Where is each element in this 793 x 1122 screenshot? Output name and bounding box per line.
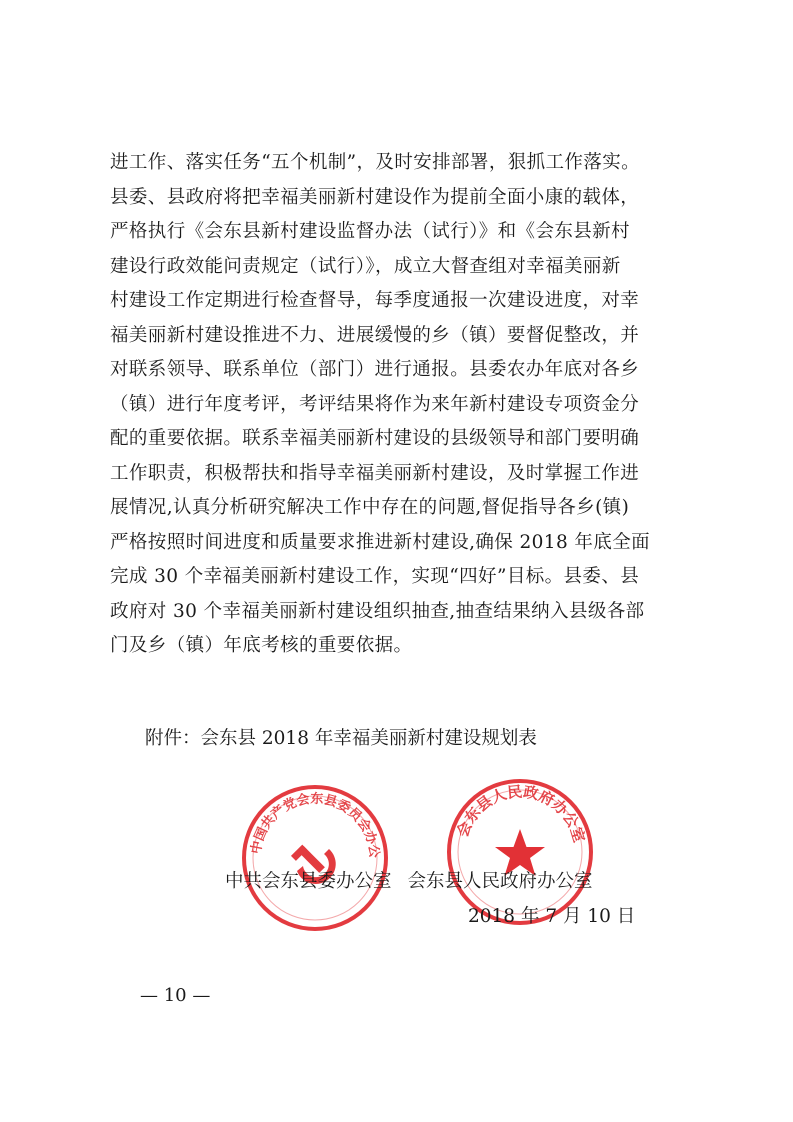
body-line: 工作职责，积极帮扶和指导幸福美丽新村建设，及时掌握工作进 xyxy=(110,462,640,484)
party-committee-seal xyxy=(240,783,390,933)
issue-date: 2018 年 7 月 10 日 xyxy=(468,906,636,927)
body-line: 福美丽新村建设推进不力、进展缓慢的乡（镇）要督促整改，并 xyxy=(110,324,640,346)
government-office-name: 会东县人民政府办公室 xyxy=(407,871,593,892)
body-line: 配的重要依据。联系幸福美丽新村建设的县级领导和部门要明确 xyxy=(110,428,640,449)
party-office-name: 中共会东县委办公室 xyxy=(225,871,392,892)
body-line: 完成 30 个幸福美丽新村建设工作，实现“四好”目标。县委、县 xyxy=(110,566,640,587)
body-line: 严格按照时间进度和质量要求推进新村建设,确保 2018 年底全面 xyxy=(110,531,651,553)
svg-text:中国共产党会东县委员会办公室: 中国共产党会东县委员会办公 xyxy=(248,791,382,859)
body-line: 进工作、落实任务“五个机制”，及时安排部署，狠抓工作落实。 xyxy=(110,152,641,173)
body-line: 对联系领导、联系单位（部门）进行通报。县委农办年底对各乡 xyxy=(110,359,640,380)
page-number: — 10 — xyxy=(140,985,211,1006)
signing-offices xyxy=(225,865,593,899)
attachment-note: 附件：会东县 2018 年幸福美丽新村建设规划表 xyxy=(145,728,537,749)
body-line: 展情况,认真分析研究解决工作中存在的问题,督促指导各乡(镇) xyxy=(110,497,630,518)
body-line: 严格执行《会东县新村建设监督办法（试行）》和《会东县新村 xyxy=(110,221,630,242)
body-line: 建设行政效能问责规定（试行）》，成立大督查组对幸福美丽新 xyxy=(110,255,621,277)
body-text xyxy=(110,146,700,664)
seal-left-graphic xyxy=(240,783,390,933)
body-line: 门及乡（镇）年底考核的重要依据。 xyxy=(110,635,413,656)
body-line: （镇）进行年度考评，考评结果将作为来年新村建设专项资金分 xyxy=(110,393,640,415)
svg-text:会东县人民政府办公室: 会东县人民政府办公室 xyxy=(453,782,589,845)
body-line: 县委、县政府将把幸福美丽新村建设作为提前全面小康的载体， xyxy=(110,186,640,208)
body-line: 政府对 30 个幸福美丽新村建设组织抽查,抽查结果纳入县级各部 xyxy=(110,600,645,622)
body-line: 村建设工作定期进行检查督导，每季度通报一次建设进度，对幸 xyxy=(110,290,640,311)
